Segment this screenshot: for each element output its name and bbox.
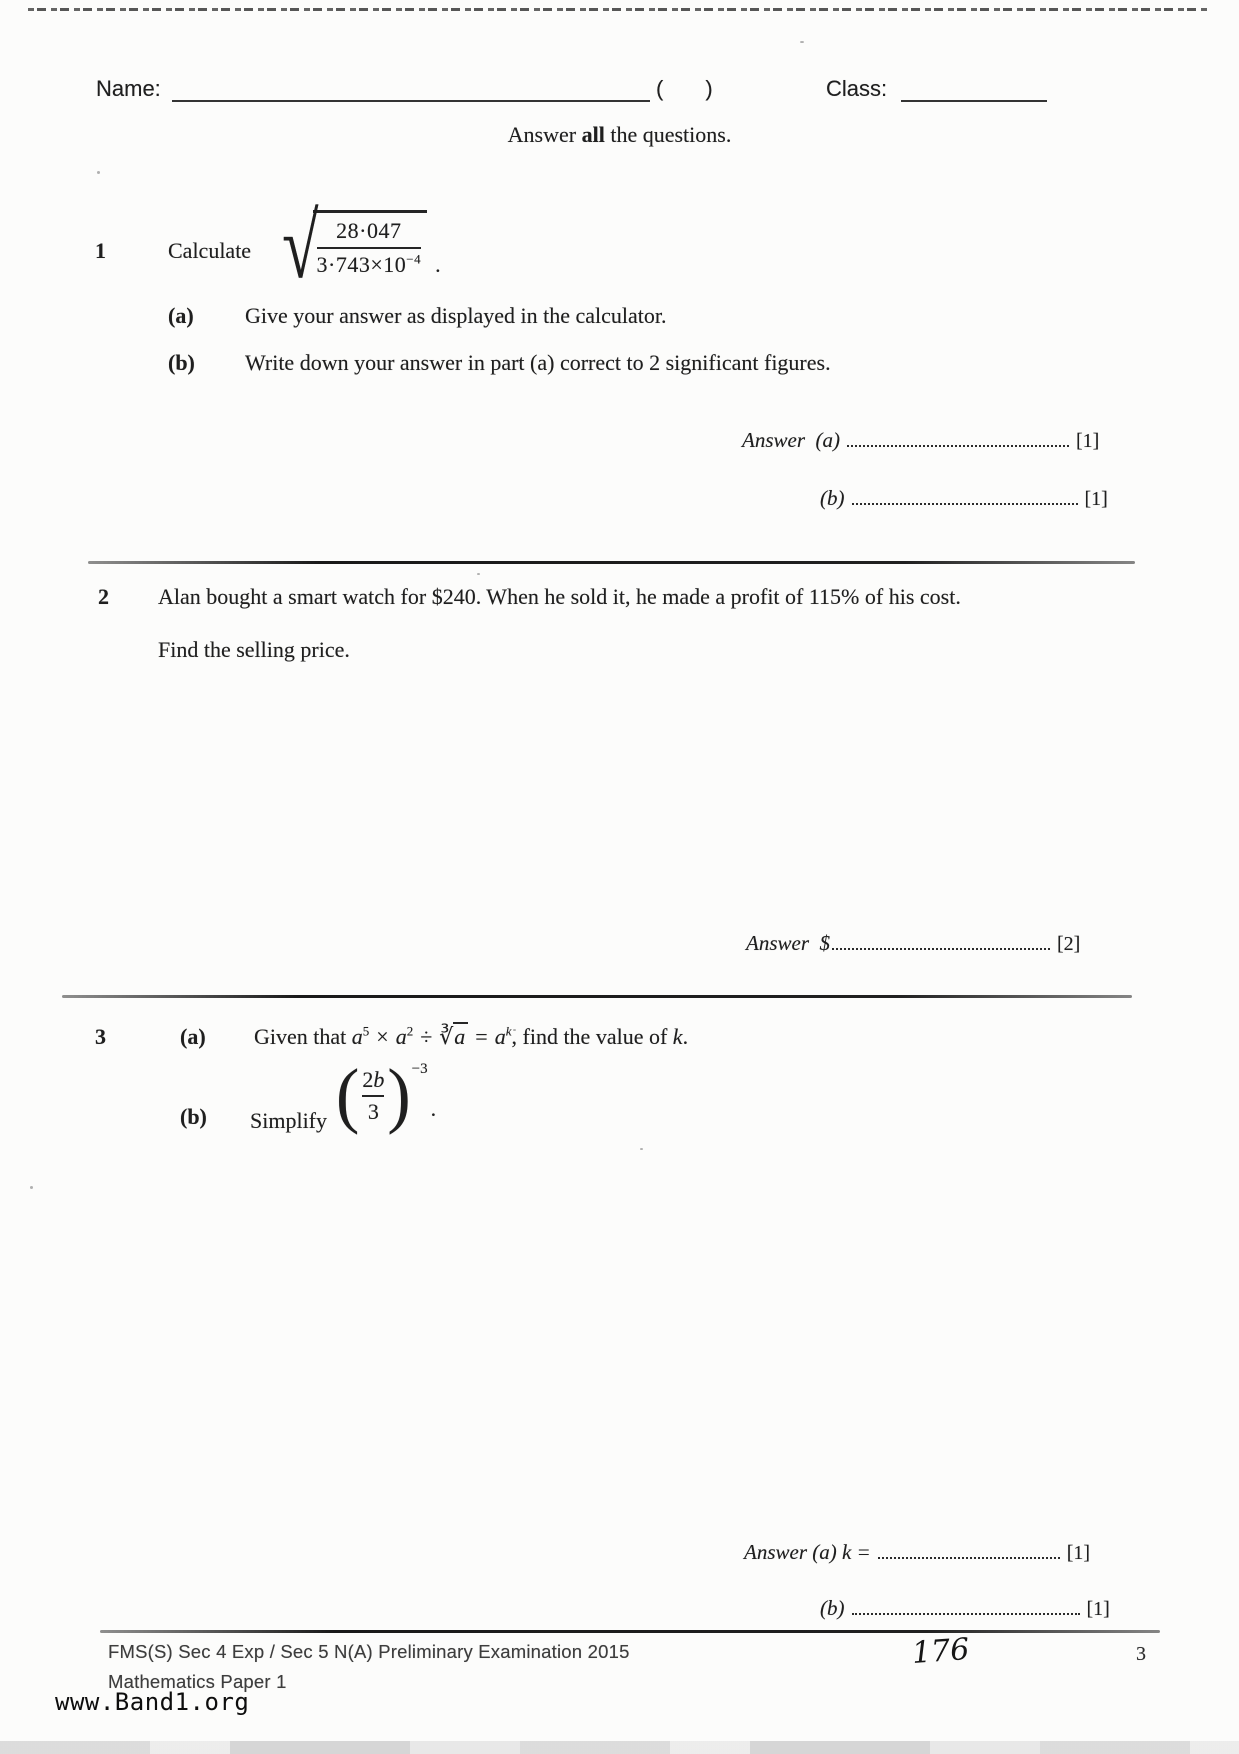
math-var: a [494,1024,506,1049]
q3-part-b-label: (b) [180,1104,207,1129]
q1-part-a-label: (a) [168,303,194,328]
scan-artifact-bottom-band [0,1741,1239,1754]
math-var: a [395,1024,407,1049]
instruction-pre: Answer [507,122,582,147]
math-exponent: 2 [406,1023,414,1039]
fraction-denominator [317,247,422,278]
q2-answer-line [746,931,1080,956]
scan-speck [477,573,480,575]
paren-close: ) [705,76,713,101]
q3-answer-line-b [820,1596,1110,1621]
big-fraction [359,1067,387,1125]
class-label: Class: [826,76,888,101]
instruction-line [0,122,1239,148]
scan-speck [640,1148,643,1150]
name-label: Name: [96,76,161,101]
denominator-base: 3·743×10 [316,252,407,277]
q1-part-a-text: Give your answer as displayed in the calculator. [245,303,667,328]
footer-divider [100,1630,1160,1633]
equals-operator: = [475,1024,488,1049]
q3-number: 3 [95,1024,106,1049]
denominator-exponent: −4 [406,251,422,267]
marks-badge: [1] [1076,430,1100,452]
numerator-variable: b [373,1067,385,1092]
footer-exam-line: FMS(S) Sec 4 Exp / Sec 5 N(A) Preliminary Examination 2015 [108,1641,630,1662]
q1-number: 1 [95,238,106,263]
q2-text-line2: Find the selling price. [158,637,350,662]
marks-badge: [1] [1086,1598,1110,1620]
math-exponent: 5 [362,1023,370,1039]
index-parens [656,76,713,102]
outer-exponent: −3 [411,1061,428,1077]
q1-lead: Calculate [168,238,252,263]
q1-answer-line-b [820,486,1108,511]
watermark-url: www.Band1.org [55,1688,250,1716]
answer-blank-dots [832,933,1050,950]
answer-prefix: Answer (a) [742,428,840,452]
radical-sign: √ [282,195,319,297]
section-divider [62,995,1132,998]
big-paren-close: ) [387,1055,411,1136]
q2-text-line1: Alan bought a smart watch for $240. When he sold it, he made a profit of 115% of his cost. [158,584,961,609]
sentence-period: . [682,1024,689,1049]
fraction-numerator [362,1067,384,1095]
q1-part-b-label: (b) [168,350,195,375]
handwritten-mark: 176 [910,1632,971,1671]
section-divider [88,561,1135,564]
answer-prefix: (b) [820,1596,845,1620]
numerator-coefficient: 2 [362,1067,374,1092]
answer-blank-dots [852,488,1078,505]
answer-blank-dots [852,1598,1080,1615]
marks-badge: [1] [1066,1542,1091,1564]
times-operator: × [376,1024,389,1049]
footer-paper-line: Mathematics Paper 1 [108,1671,287,1692]
instruction-bold-word: all [581,122,605,147]
paren-open: ( [656,76,664,101]
math-var-under-root: a [453,1022,468,1049]
page-number: 3 [1136,1643,1146,1665]
marks-badge: [1] [1084,488,1108,510]
scan-speck [800,41,804,43]
fraction-numerator: 28·047 [336,218,402,243]
q1-answer-line-a [742,428,1099,453]
scan-speck [30,1186,33,1189]
instruction-post: the questions. [604,122,732,147]
q3-part-b-lead: Simplify [250,1108,328,1133]
formula-period: . [435,252,441,277]
q3a-post: , find the value of [511,1024,673,1049]
q3-part-a-label: (a) [180,1024,206,1049]
answer-blank-dots [847,430,1069,447]
marks-badge: [2] [1057,933,1081,955]
math-var: a [351,1024,363,1049]
radicand [313,210,428,278]
q3-part-a-text [254,1024,688,1050]
answer-prefix: (b) [820,486,845,510]
q1-formula [268,195,441,297]
answer-prefix: Answer $ [746,931,830,955]
k-variable: k [672,1024,683,1049]
divide-operator: ÷ [420,1024,433,1049]
cube-root-sign: ∛ [439,1024,454,1049]
big-paren-open: ( [336,1055,360,1136]
q3a-pre: Given that [254,1024,352,1049]
q1-part-b-text: Write down your answer in part (a) correct to 2 significant figures. [245,350,831,375]
q2-number: 2 [98,584,109,609]
answer-blank-dots [878,1542,1060,1559]
scan-artifact-top-line [28,8,1210,11]
class-blank-line [901,100,1047,102]
name-blank-line [172,100,650,102]
math-exponent-k: k [505,1023,512,1039]
answer-prefix: Answer (a) k = [744,1540,871,1564]
expression-period: . [430,1096,437,1121]
scan-speck [97,171,100,174]
q3-part-b-expression [336,1055,437,1136]
q3-answer-line-a [744,1540,1090,1565]
fraction-denominator: 3 [362,1095,384,1125]
